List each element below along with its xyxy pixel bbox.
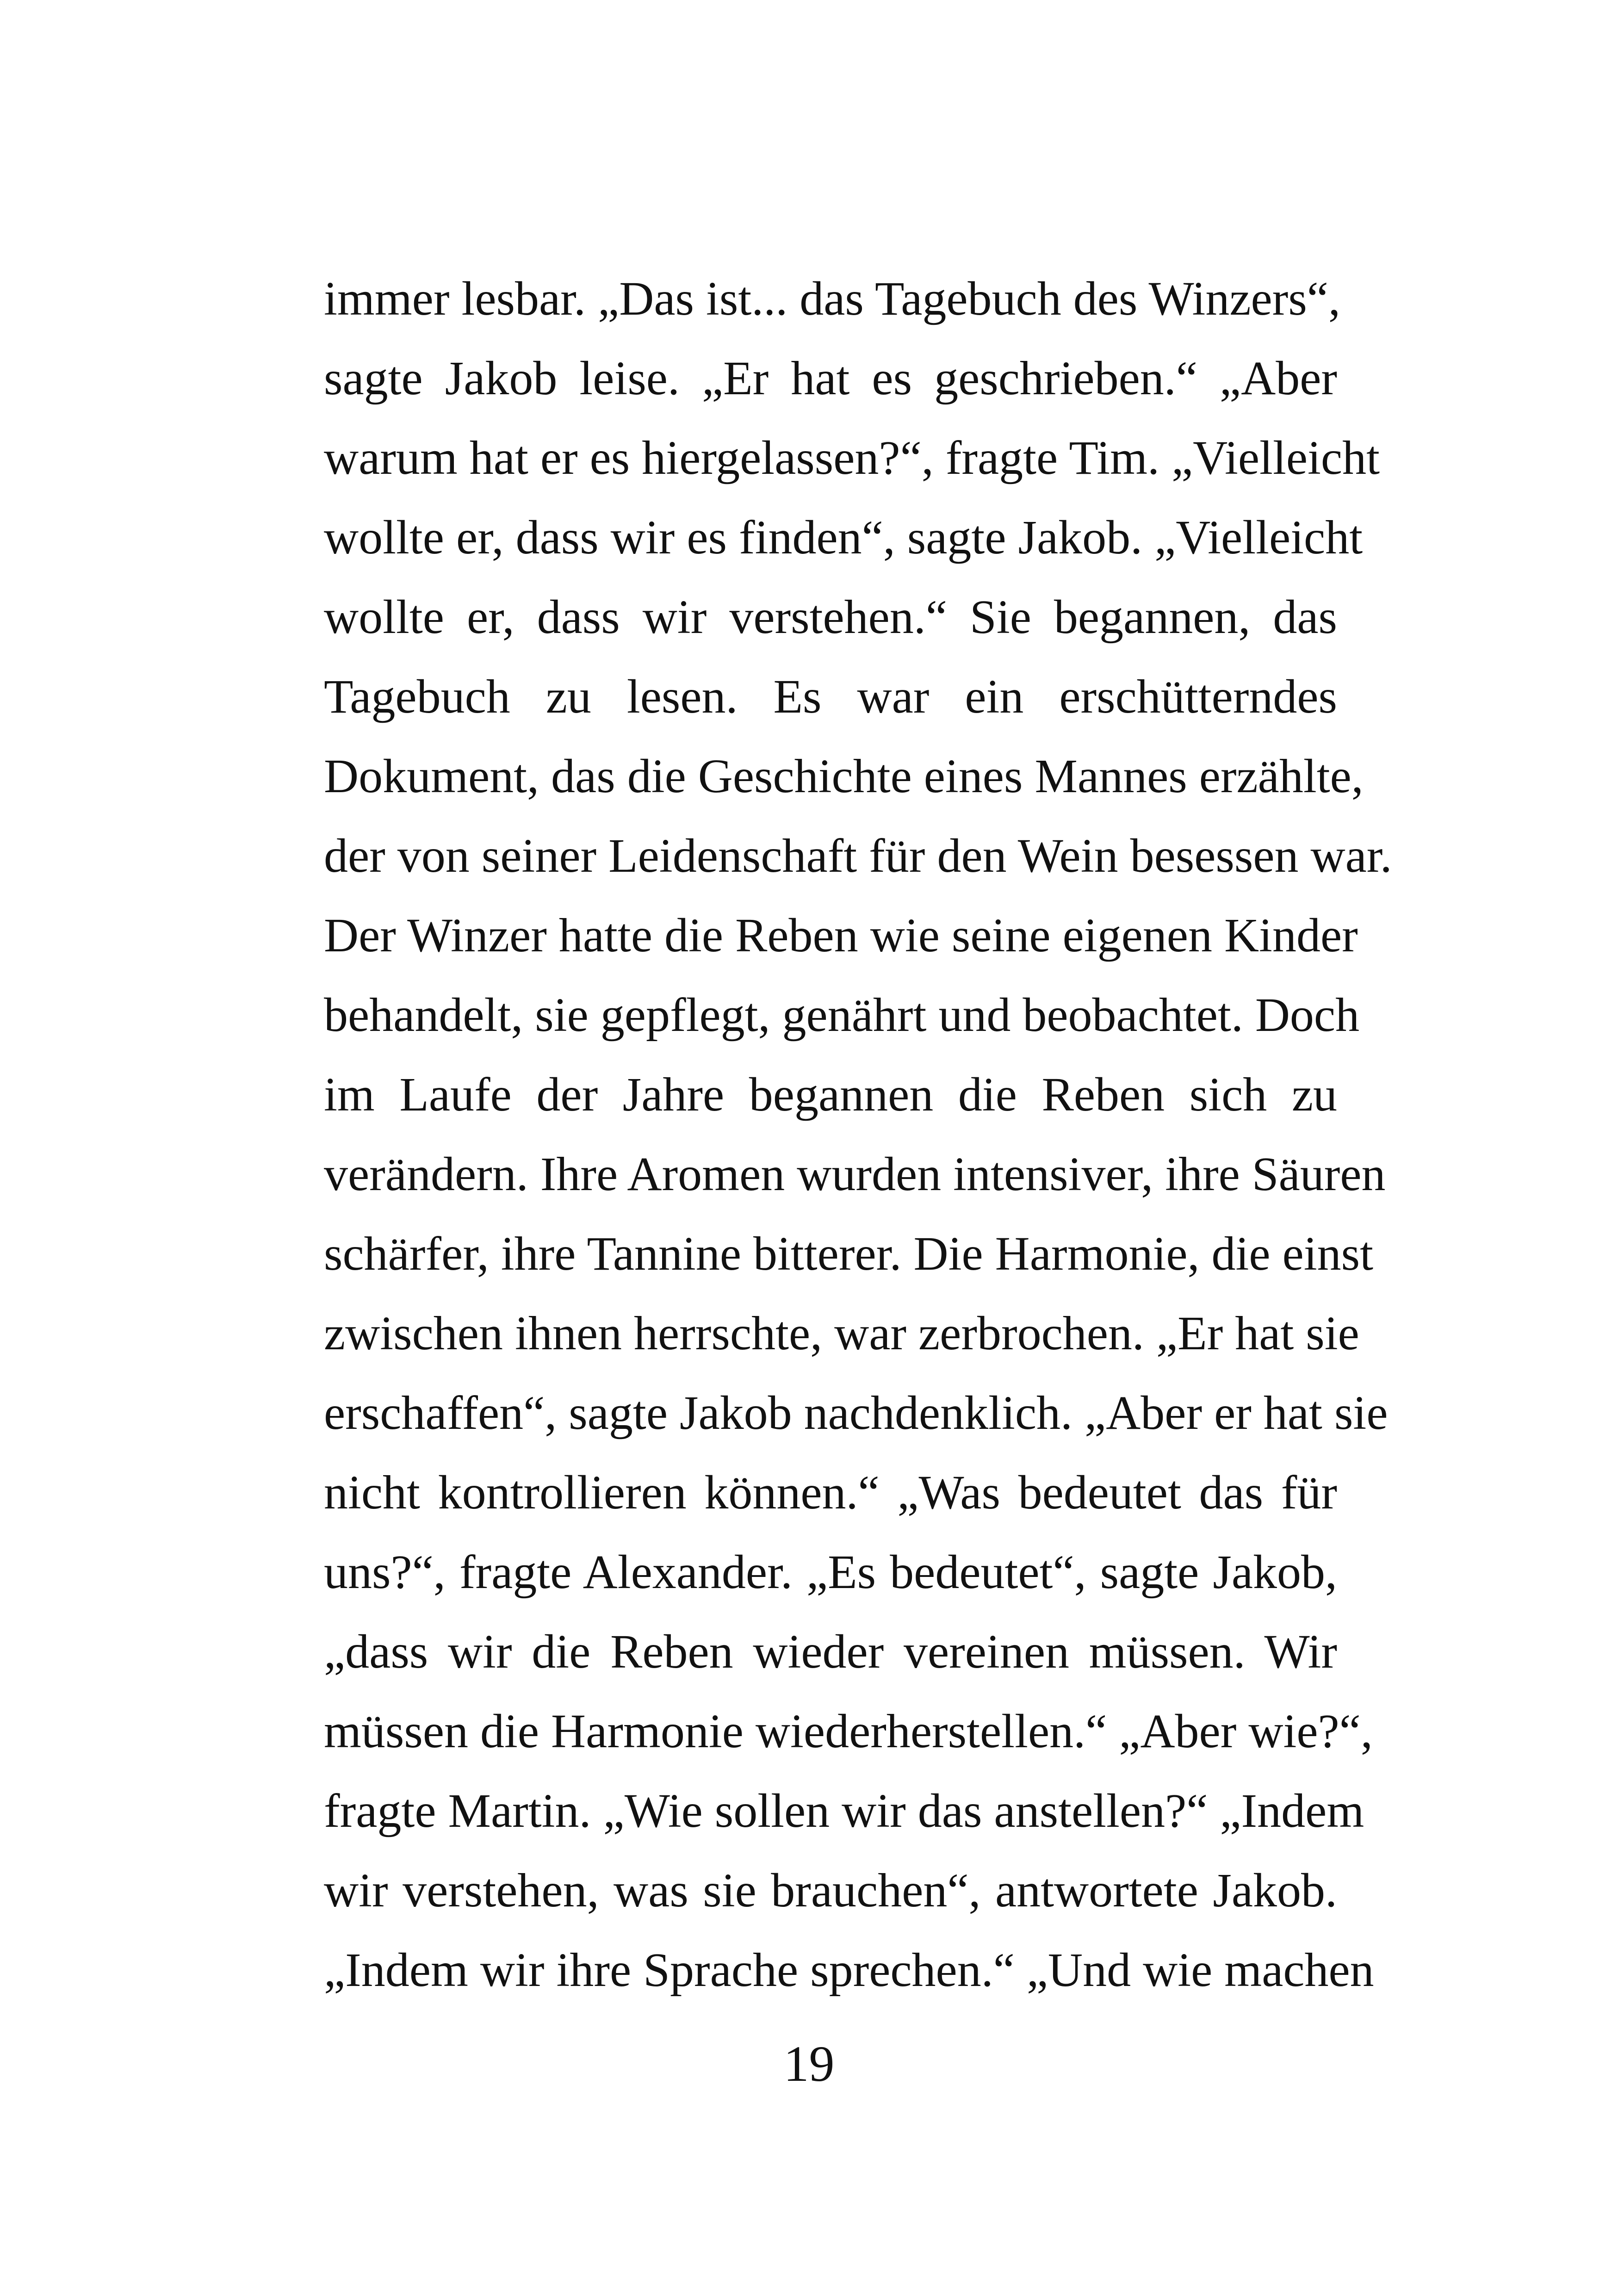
text-line: sagte Jakob leise. „Er hat es geschrieben.“ „Aber	[324, 352, 1337, 405]
text-line: immer lesbar. „Das ist... das Tagebuch des Winzers“,	[324, 272, 1340, 325]
text-line: wir verstehen, was sie brauchen“, antwortete Jakob.	[324, 1864, 1337, 1917]
text-line: im Laufe der Jahre begannen die Reben sich zu	[324, 1068, 1337, 1121]
text-line: wollte er, dass wir es finden“, sagte Jakob. „Vielleicht	[324, 511, 1363, 564]
text-line: schärfer, ihre Tannine bitterer. Die Harmonie, die einst	[324, 1227, 1373, 1280]
text-line: behandelt, sie gepflegt, genährt und beobachtet. Doch	[324, 988, 1360, 1042]
text-line: zwischen ihnen herrschte, war zerbrochen. „Er hat sie	[324, 1307, 1359, 1360]
text-line: müssen die Harmonie wiederherstellen.“ „Aber wie?“,	[324, 1705, 1373, 1758]
text-line: „Indem wir ihre Sprache sprechen.“ „Und wie machen	[324, 1943, 1374, 1997]
body-text	[324, 259, 1392, 2010]
text-line: erschaffen“, sagte Jakob nachdenklich. „Aber er hat sie	[324, 1386, 1388, 1440]
text-line: fragte Martin. „Wie sollen wir das anstellen?“ „Indem	[324, 1784, 1364, 1837]
text-line: Tagebuch zu lesen. Es war ein erschütterndes	[324, 670, 1337, 723]
text-line: nicht kontrollieren können.“ „Was bedeutet das für	[324, 1466, 1337, 1519]
text-line: Dokument, das die Geschichte eines Mannes erzählte,	[324, 750, 1364, 803]
text-line: wollte er, dass wir verstehen.“ Sie begannen, das	[324, 590, 1337, 644]
text-line: „dass wir die Reben wieder vereinen müssen. Wir	[324, 1625, 1337, 1678]
text-line: der von seiner Leidenschaft für den Wein besessen war.	[324, 829, 1392, 882]
text-line: warum hat er es hiergelassen?“, fragte Tim. „Vielleicht	[324, 431, 1380, 484]
text-line: uns?“, fragte Alexander. „Es bedeutet“, sagte Jakob,	[324, 1545, 1337, 1599]
text-line: Der Winzer hatte die Reben wie seine eigenen Kinder	[324, 909, 1358, 962]
page-number: 19	[783, 2035, 835, 2092]
text-line: verändern. Ihre Aromen wurden intensiver, ihre Säuren	[324, 1148, 1386, 1201]
